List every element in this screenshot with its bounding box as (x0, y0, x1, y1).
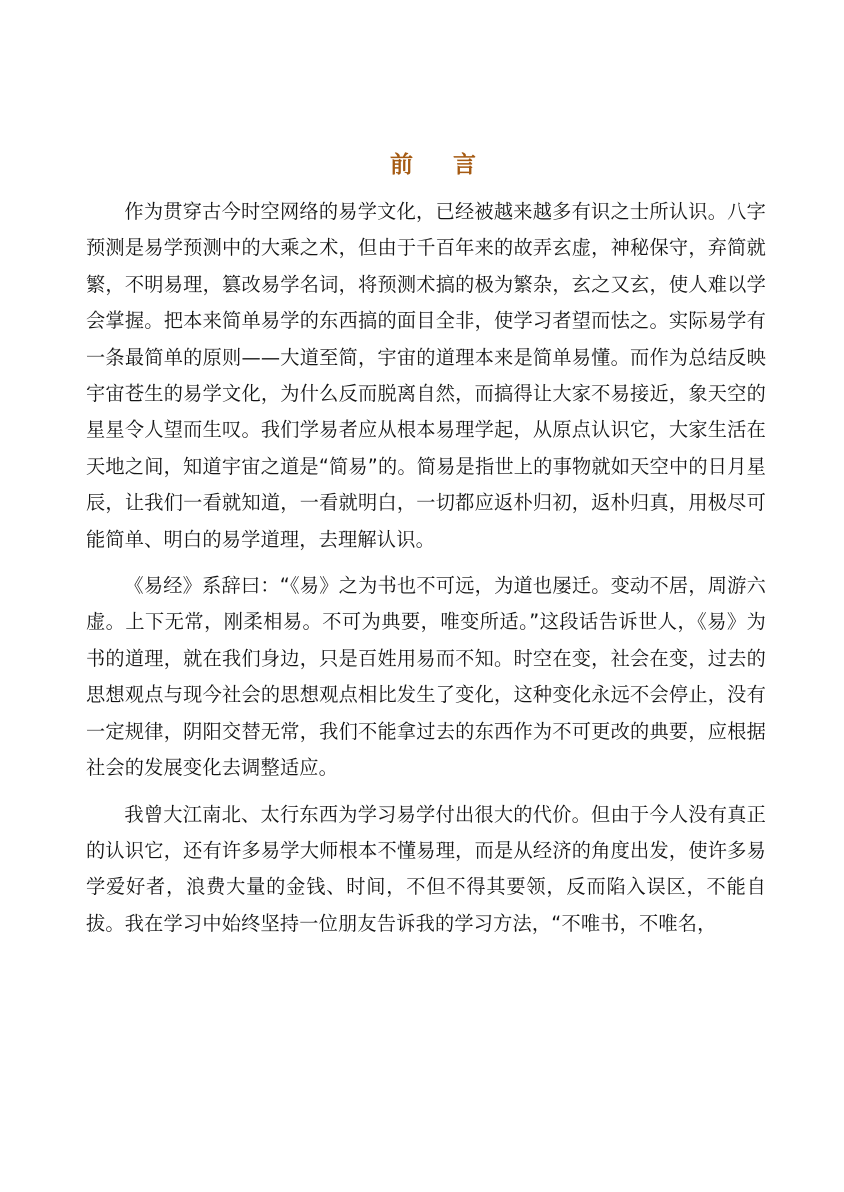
paragraph-2: 《易经》系辞曰：“《易》之为书也不可远，为道也屡迁。变动不居，周游六虚。上下无常，刚柔相易。不可为典要，唯变所适。”这段话告诉世人，《易》为书的道理，就在我们身边，只是百姓用易而不知。时空在变，社会在变，过去的思想观点与现今社会的思想观点相比发生了变化，这种变化永远不会停止，没有一定规律，阴阳交替无常，我们不能拿过去的东西作为不可更改的典要，应根据社会的发展变化去调整适应。 (86, 574, 766, 780)
title-char-1: 前 (390, 152, 413, 178)
page-title (86, 148, 766, 182)
paragraph-3: 我曾大江南北、太行东西为学习易学付出很大的代价。但由于今人没有真正的认识它，还有许多易学大师根本不懂易理，而是从经济的角度出发，使许多易学爱好者，浪费大量的金钱、时间，不但不得其要领，反而陷入误区，不能自拔。我在学习中始终坚持一位朋友告诉我的学习方法，“不唯书，不唯名， (86, 802, 766, 935)
paragraph-1: 作为贯穿古今时空网络的易学文化，已经被越来越多有识之士所认识。八字预测是易学预测中的大乘之术，但由于千百年来的故弄玄虚，神秘保守，弃简就繁，不明易理，篡改易学名词，将预测术搞的极为繁杂，玄之又玄，使人难以学会掌握。把本来简单易学的东西搞的面目全非，使学习者望而怯之。实际易学有一条最简单的原则——大道至简，宇宙的道理本来是简单易懂。而作为总结反映宇宙苍生的易学文化，为什么反而脱离自然，而搞得让大家不易接近，象天空的星星令人望而生叹。我们学易者应从根本易理学起，从原点认识它，大家生活在天地之间，知道宇宙之道是“简易”的。简易是指世上的事物就如天空中的日月星辰，让我们一看就知道，一看就明白，一切都应返朴归初，返朴归真，用极尽可能简单、明白的易学道理，去理解认识。 (86, 200, 766, 551)
title-char-2: 言 (453, 152, 476, 178)
